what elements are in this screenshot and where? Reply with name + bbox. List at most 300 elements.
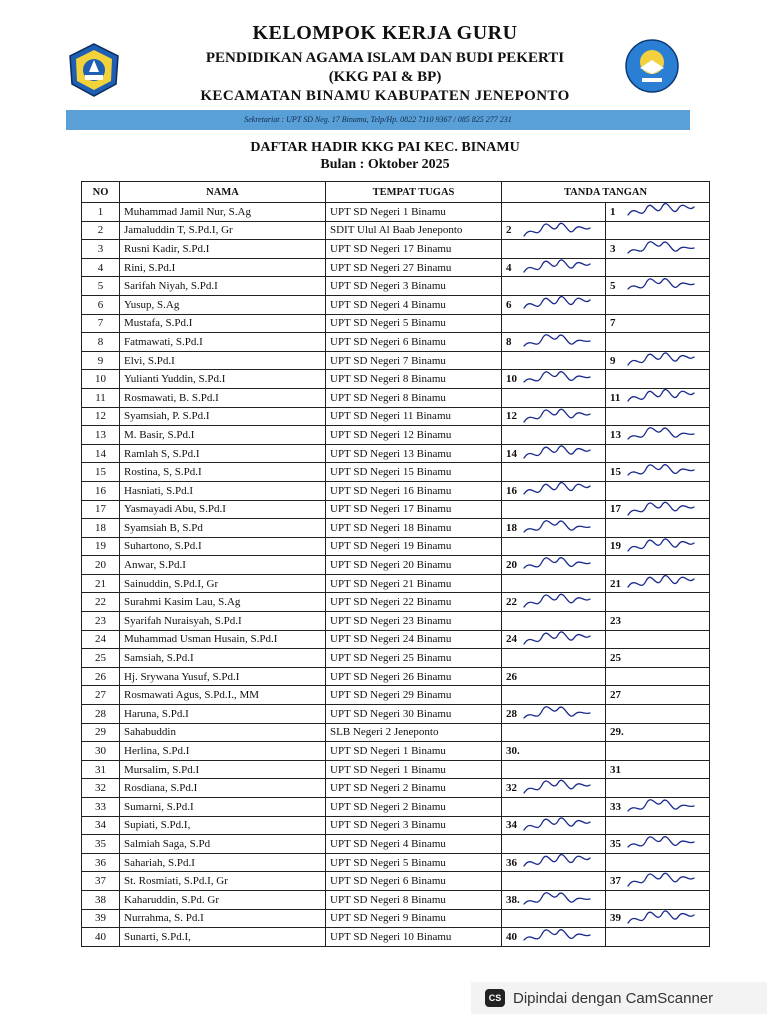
row-name-text: Elvi, S.Pd.I: [124, 354, 175, 367]
signature-left: [502, 370, 606, 389]
row-place-text: UPT SD Negeri 9 Binamu: [330, 912, 446, 925]
row-place: [326, 779, 502, 798]
row-place: [326, 240, 502, 259]
row-name-text: Muhammad Jamil Nur, S.Ag: [124, 205, 251, 218]
signature-left: [502, 742, 606, 761]
table-row: [82, 612, 710, 631]
row-number: [82, 240, 120, 259]
signature-right: [606, 890, 710, 909]
row-number-text: 10: [95, 373, 106, 386]
handwritten-signature: [626, 872, 696, 891]
row-name-text: Kaharuddin, S.Pd. Gr: [124, 893, 220, 906]
row-name: [120, 240, 326, 259]
table-row: [82, 909, 710, 928]
handwritten-signature: [522, 407, 592, 426]
row-place: [326, 723, 502, 742]
row-number: [82, 742, 120, 761]
row-name: [120, 816, 326, 835]
signature-left: [502, 537, 606, 556]
row-place: [326, 556, 502, 575]
row-place-text: UPT SD Negeri 15 Binamu: [330, 466, 452, 479]
table-row: [82, 872, 710, 891]
row-place-text: UPT SD Negeri 20 Binamu: [330, 559, 452, 572]
row-number-text: 24: [95, 633, 106, 646]
signature-right: [606, 203, 710, 222]
row-number-text: 20: [95, 559, 106, 572]
row-number-text: 22: [95, 596, 106, 609]
row-number-text: 23: [95, 614, 106, 627]
row-place-text: UPT SD Negeri 2 Binamu: [330, 800, 446, 813]
row-name-text: Anwar, S.Pd.I: [124, 559, 186, 572]
row-number-text: 16: [95, 484, 106, 497]
row-name: [120, 556, 326, 575]
row-name-text: Mustafa, S.Pd.I: [124, 317, 193, 330]
row-number-text: 32: [95, 782, 106, 795]
signature-left: [502, 556, 606, 575]
signature-right: [606, 537, 710, 556]
signature-right: [606, 388, 710, 407]
handwritten-signature: [626, 463, 696, 482]
table-row: [82, 890, 710, 909]
signature-right: [606, 370, 710, 389]
signature-right: [606, 798, 710, 817]
row-number: [82, 444, 120, 463]
row-name-text: Ramlah S, S.Pd.I: [124, 447, 200, 460]
header-place: TEMPAT TUGAS: [326, 182, 502, 203]
row-number: [82, 593, 120, 612]
signature-right: [606, 816, 710, 835]
signature-right: [606, 221, 710, 240]
handwritten-signature: [626, 835, 696, 854]
row-place-text: UPT SD Negeri 16 Binamu: [330, 484, 452, 497]
row-place-text: UPT SD Negeri 7 Binamu: [330, 354, 446, 367]
row-place-text: UPT SD Negeri 22 Binamu: [330, 596, 452, 609]
signature-right-text: 9: [610, 354, 616, 367]
row-name: [120, 686, 326, 705]
row-name-text: Sahariah, S.Pd.I: [124, 856, 195, 869]
handwritten-signature: [626, 500, 696, 519]
row-number-text: 2: [97, 224, 104, 237]
signature-left-text: 6: [506, 298, 512, 311]
signature-right: [606, 630, 710, 649]
row-place-text: UPT SD Negeri 17 Binamu: [330, 242, 452, 255]
handwritten-signature: [522, 556, 592, 575]
row-number: [82, 314, 120, 333]
row-name-text: Nurrahma, S. Pd.I: [124, 912, 204, 925]
row-number: [82, 277, 120, 296]
handwritten-signature: [626, 203, 696, 222]
signature-right: [606, 593, 710, 612]
table-row: [82, 240, 710, 259]
row-place: [326, 277, 502, 296]
row-number: [82, 388, 120, 407]
table-row: [82, 686, 710, 705]
signature-right-text: 3: [610, 242, 616, 255]
row-name: [120, 295, 326, 314]
row-name: [120, 277, 326, 296]
kkg-emblem-logo: [66, 42, 122, 98]
table-row: [82, 705, 710, 724]
row-name: [120, 407, 326, 426]
row-place: [326, 463, 502, 482]
header-name: NAMA: [120, 182, 326, 203]
row-place-text: UPT SD Negeri 8 Binamu: [330, 373, 446, 386]
row-place: [326, 221, 502, 240]
handwritten-signature: [522, 890, 592, 909]
handwritten-signature: [522, 519, 592, 538]
row-name: [120, 593, 326, 612]
row-place-text: UPT SD Negeri 1 Binamu: [330, 205, 446, 218]
row-place: [326, 314, 502, 333]
signature-left: [502, 593, 606, 612]
handwritten-signature: [522, 779, 592, 798]
signature-right: [606, 351, 710, 370]
table-row: [82, 574, 710, 593]
row-place: [326, 890, 502, 909]
row-name-text: Rini, S.Pd.I: [124, 261, 176, 274]
handwritten-signature: [626, 909, 696, 928]
row-number: [82, 779, 120, 798]
row-place-text: UPT SD Negeri 4 Binamu: [330, 837, 446, 850]
table-row: [82, 351, 710, 370]
row-place: [326, 203, 502, 222]
signature-left: [502, 519, 606, 538]
row-place-text: UPT SD Negeri 21 Binamu: [330, 577, 452, 590]
row-name-text: Jamaluddin T, S.Pd.I, Gr: [124, 224, 233, 237]
row-place-text: UPT SD Negeri 19 Binamu: [330, 540, 452, 553]
row-name-text: Mursalim, S.Pd.I: [124, 763, 200, 776]
signature-left: [502, 203, 606, 222]
row-number: [82, 667, 120, 686]
secretariat-banner: Sekretariat : UPT SD Neg. 17 Binamu, Telp/Hp. 0822 7110 9367 / 085 825 277 231: [66, 110, 690, 130]
row-place: [326, 835, 502, 854]
row-number: [82, 370, 120, 389]
row-place-text: UPT SD Negeri 12 Binamu: [330, 428, 452, 441]
row-name: [120, 574, 326, 593]
table-row: [82, 593, 710, 612]
row-place: [326, 872, 502, 891]
table-row: [82, 295, 710, 314]
row-place-text: UPT SD Negeri 23 Binamu: [330, 614, 452, 627]
row-place-text: UPT SD Negeri 1 Binamu: [330, 763, 446, 776]
row-place: [326, 909, 502, 928]
row-place-text: UPT SD Negeri 26 Binamu: [330, 670, 452, 683]
row-name: [120, 203, 326, 222]
signature-right: [606, 705, 710, 724]
signature-right-text: 27: [610, 689, 621, 702]
signature-left: [502, 277, 606, 296]
row-place: [326, 258, 502, 277]
signature-right: [606, 295, 710, 314]
row-number: [82, 612, 120, 631]
handwritten-signature: [522, 816, 592, 835]
handwritten-signature: [522, 853, 592, 872]
signature-right: [606, 760, 710, 779]
signature-left-text: 16: [506, 484, 517, 497]
signature-left: [502, 426, 606, 445]
row-name-text: Rosdiana, S.Pd.I: [124, 782, 198, 795]
signature-right: [606, 574, 710, 593]
row-place-text: UPT SD Negeri 25 Binamu: [330, 652, 452, 665]
row-number: [82, 407, 120, 426]
signature-left-text: 24: [506, 633, 517, 646]
org-region: KECAMATAN BINAMU KABUPATEN JENEPONTO: [200, 88, 570, 104]
row-place-text: UPT SD Negeri 18 Binamu: [330, 521, 452, 534]
row-place-text: UPT SD Negeri 6 Binamu: [330, 875, 446, 888]
signature-left: [502, 928, 606, 947]
row-number-text: 34: [95, 819, 106, 832]
row-number-text: 9: [97, 354, 104, 367]
row-name: [120, 853, 326, 872]
table-row: [82, 426, 710, 445]
row-number-text: 12: [95, 410, 106, 423]
signature-left: [502, 500, 606, 519]
row-number-text: 13: [95, 428, 106, 441]
header-no: NO: [82, 182, 120, 203]
signature-right-text: 5: [610, 280, 616, 293]
table-row: [82, 760, 710, 779]
signature-right: [606, 240, 710, 259]
handwritten-signature: [522, 444, 592, 463]
row-name-text: Herlina, S.Pd.I: [124, 745, 190, 758]
signature-right-text: 17: [610, 503, 621, 516]
signature-right-text: 15: [610, 466, 621, 479]
table-row: [82, 407, 710, 426]
row-number: [82, 500, 120, 519]
table-row: [82, 333, 710, 352]
row-name: [120, 388, 326, 407]
signature-left: [502, 314, 606, 333]
handwritten-signature: [626, 426, 696, 445]
table-row: [82, 667, 710, 686]
row-name-text: Rosmawati, B. S.Pd.I: [124, 391, 219, 404]
row-name: [120, 649, 326, 668]
signature-right: [606, 742, 710, 761]
row-place-text: UPT SD Negeri 27 Binamu: [330, 261, 452, 274]
row-place: [326, 705, 502, 724]
handwritten-signature: [522, 295, 592, 314]
row-number: [82, 203, 120, 222]
row-number: [82, 705, 120, 724]
row-place: [326, 649, 502, 668]
signature-right: [606, 407, 710, 426]
table-row: [82, 481, 710, 500]
row-place-text: UPT SD Negeri 6 Binamu: [330, 335, 446, 348]
signature-right: [606, 686, 710, 705]
table-row: [82, 816, 710, 835]
signature-right: [606, 872, 710, 891]
row-name-text: Supiati, S.Pd.I,: [124, 819, 191, 832]
row-number: [82, 519, 120, 538]
signature-left: [502, 240, 606, 259]
signature-left-text: 12: [506, 410, 517, 423]
signature-left: [502, 351, 606, 370]
row-number-text: 8: [97, 335, 104, 348]
row-place-text: UPT SD Negeri 4 Binamu: [330, 298, 446, 311]
row-name: [120, 723, 326, 742]
row-number-text: 11: [95, 391, 106, 404]
signature-left: [502, 295, 606, 314]
table-row: [82, 221, 710, 240]
handwritten-signature: [522, 370, 592, 389]
row-number-text: 31: [95, 763, 106, 776]
row-place-text: UPT SD Negeri 2 Binamu: [330, 782, 446, 795]
document-month: Bulan : Oktober 2025: [320, 157, 450, 172]
signature-right: [606, 928, 710, 947]
handwritten-signature: [522, 928, 592, 947]
row-number: [82, 853, 120, 872]
table-row: [82, 742, 710, 761]
row-name: [120, 370, 326, 389]
signature-right: [606, 519, 710, 538]
row-number: [82, 816, 120, 835]
row-name: [120, 612, 326, 631]
row-name-text: Yusup, S.Ag: [124, 298, 180, 311]
row-number-text: 3: [97, 242, 104, 255]
row-name: [120, 667, 326, 686]
signature-right-text: 29.: [610, 726, 624, 739]
row-number-text: 27: [95, 689, 106, 702]
signature-left-text: 36: [506, 856, 517, 869]
row-place: [326, 537, 502, 556]
signature-right: [606, 333, 710, 352]
table-row: [82, 203, 710, 222]
row-place: [326, 667, 502, 686]
handwritten-signature: [626, 351, 696, 370]
signature-left: [502, 705, 606, 724]
row-name-text: Muhammad Usman Husain, S.Pd.I: [124, 633, 278, 646]
row-number: [82, 574, 120, 593]
row-name-text: Haruna, S.Pd.I: [124, 707, 189, 720]
handwritten-signature: [626, 240, 696, 259]
row-name-text: Fatmawati, S.Pd.I: [124, 335, 203, 348]
row-name: [120, 537, 326, 556]
table-row: [82, 928, 710, 947]
row-name: [120, 258, 326, 277]
signature-left: [502, 909, 606, 928]
row-number-text: 26: [95, 670, 106, 683]
row-place-text: UPT SD Negeri 17 Binamu: [330, 503, 452, 516]
row-name-text: Suhartono, S.Pd.I: [124, 540, 202, 553]
row-name: [120, 463, 326, 482]
row-name-text: Sumarni, S.Pd.I: [124, 800, 194, 813]
row-number-text: 17: [95, 503, 106, 516]
table-row: [82, 519, 710, 538]
row-place-text: UPT SD Negeri 8 Binamu: [330, 391, 446, 404]
row-name-text: Surahmi Kasim Lau, S.Ag: [124, 596, 241, 609]
document-title: DAFTAR HADIR KKG PAI KEC. BINAMU: [250, 140, 520, 155]
table-row: [82, 649, 710, 668]
row-name-text: Yasmayadi Abu, S.Pd.I: [124, 503, 226, 516]
row-name-text: Syamsiah, P. S.Pd.I: [124, 410, 210, 423]
row-place-text: UPT SD Negeri 10 Binamu: [330, 930, 452, 943]
row-name: [120, 351, 326, 370]
handwritten-signature: [522, 630, 592, 649]
row-name: [120, 742, 326, 761]
row-number: [82, 258, 120, 277]
row-place: [326, 370, 502, 389]
signature-right-text: 35: [610, 837, 621, 850]
table-row: [82, 779, 710, 798]
row-number: [82, 760, 120, 779]
table-row: [82, 537, 710, 556]
signature-right: [606, 500, 710, 519]
org-subtitle: PENDIDIKAN AGAMA ISLAM DAN BUDI PEKERTI: [205, 50, 565, 66]
row-name-text: Yulianti Yuddin, S.Pd.I: [124, 373, 226, 386]
row-place: [326, 593, 502, 612]
row-name-text: Samsiah, S.Pd.I: [124, 652, 194, 665]
row-number: [82, 295, 120, 314]
signature-left: [502, 463, 606, 482]
signature-left-text: 26: [506, 670, 517, 683]
table-row: [82, 500, 710, 519]
row-place: [326, 388, 502, 407]
signature-left: [502, 872, 606, 891]
row-place: [326, 519, 502, 538]
signature-left-text: 38.: [506, 893, 520, 906]
handwritten-signature: [522, 705, 592, 724]
camscanner-watermark: [471, 982, 767, 1014]
table-row: [82, 723, 710, 742]
row-number: [82, 723, 120, 742]
row-name: [120, 705, 326, 724]
row-name-text: Hj. Srywana Yusuf, S.Pd.I: [124, 670, 240, 683]
row-name: [120, 890, 326, 909]
tut-wuri-handayani-logo: [624, 38, 680, 94]
row-name: [120, 760, 326, 779]
row-number-text: 7: [97, 317, 104, 330]
signature-left: [502, 221, 606, 240]
row-number-text: 39: [95, 912, 106, 925]
signature-left-text: 28: [506, 707, 517, 720]
row-name: [120, 630, 326, 649]
handwritten-signature: [626, 537, 696, 556]
row-number-text: 19: [95, 540, 106, 553]
row-place-text: UPT SD Negeri 8 Binamu: [330, 893, 446, 906]
row-number-text: 29: [95, 726, 106, 739]
row-number-text: 38: [95, 893, 106, 906]
row-number-text: 25: [95, 652, 106, 665]
row-name: [120, 444, 326, 463]
signature-left-text: 14: [506, 447, 517, 460]
handwritten-signature: [522, 593, 592, 612]
handwritten-signature: [626, 574, 696, 593]
camscanner-label: Dipindai dengan CamScanner: [513, 989, 714, 1007]
row-place: [326, 742, 502, 761]
row-place: [326, 500, 502, 519]
row-place-text: SDIT Ulul Al Baab Jeneponto: [330, 224, 463, 237]
signature-left: [502, 649, 606, 668]
table-header-row: [82, 182, 710, 203]
row-name-text: Sunarti, S.Pd.I,: [124, 930, 191, 943]
signature-right-text: 23: [610, 614, 621, 627]
row-name: [120, 872, 326, 891]
signature-left: [502, 333, 606, 352]
row-place: [326, 407, 502, 426]
row-place: [326, 444, 502, 463]
signature-left: [502, 444, 606, 463]
row-name-text: Rosmawati Agus, S.Pd.I., MM: [124, 689, 260, 702]
row-name-text: Sahabuddin: [124, 726, 176, 739]
table-row: [82, 798, 710, 817]
attendance-rows: [82, 203, 710, 947]
signature-right: [606, 277, 710, 296]
row-name-text: M. Basir, S.Pd.I: [124, 428, 195, 441]
signature-left: [502, 798, 606, 817]
row-name-text: Syamsiah B, S.Pd: [124, 521, 203, 534]
handwritten-signature: [522, 333, 592, 352]
table-row: [82, 258, 710, 277]
